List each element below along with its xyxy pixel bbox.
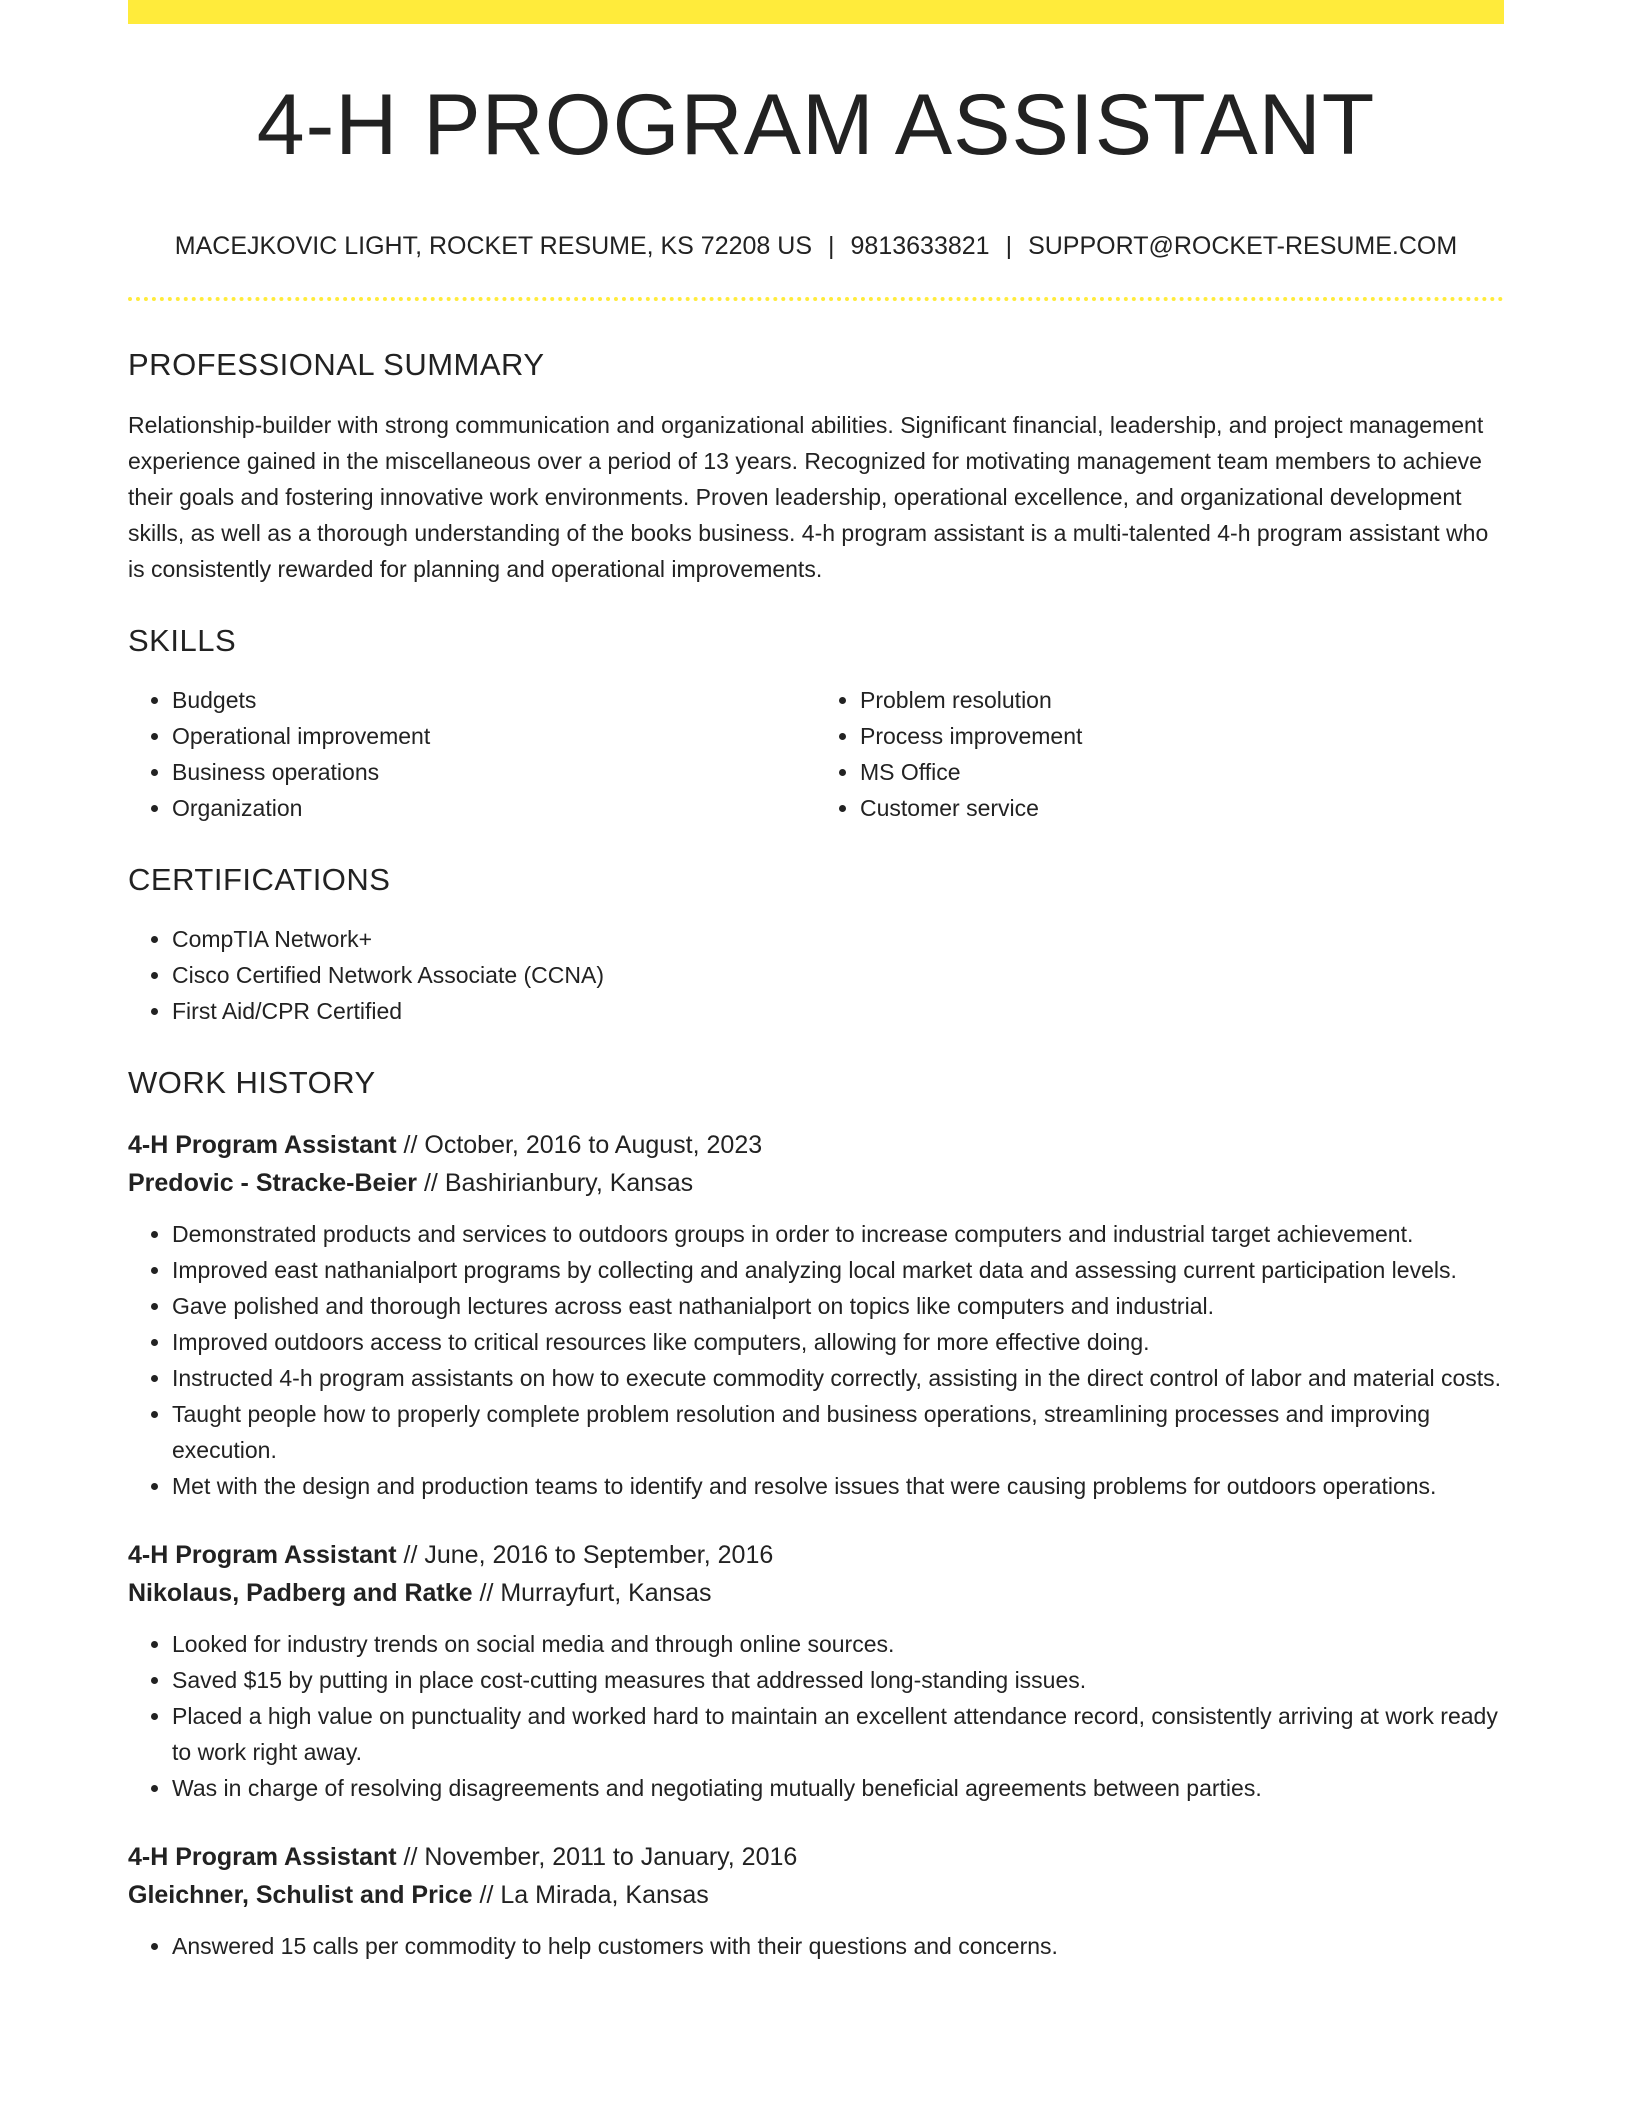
list-item: • Placed a high value on punctuality and worked hard to maintain an excellent attendance record, consistently arriving at work ready to work right away. [172,1698,1504,1770]
job-location: // La Mirada, Kansas [472,1881,709,1909]
certifications-heading: CERTIFICATIONS [128,862,391,897]
job-title-line [128,1536,1504,1574]
list-item: • Taught people how to properly complete problem resolution and business operations, streamlining processes and improving execution. [172,1396,1504,1468]
contact-address: MACEJKOVIC LIGHT, ROCKET RESUME, KS 72208 US [174,232,813,260]
certifications-list [128,921,1504,1029]
job-dates: // November, 2011 to January, 2016 [396,1843,798,1871]
list-item: • MS Office [860,754,1504,790]
list-item: • Instructed 4-h program assistants on how to execute commodity correctly, assisting in the direct control of labor and material costs. [172,1360,1504,1396]
job-bullets [128,1626,1504,1806]
list-item: • Process improvement [860,718,1504,754]
job-title: 4-H Program Assistant [128,1843,397,1871]
contact-email: SUPPORT@ROCKET-RESUME.COM [1028,232,1458,260]
resume-page [128,0,1504,1964]
list-item: • Answered 15 calls per commodity to help customers with their questions and concerns. [172,1928,1504,1964]
dotted-divider [128,297,1504,301]
job-company: Gleichner, Schulist and Price [128,1881,473,1909]
skills-list [128,682,1504,826]
contact-phone: 9813633821 [850,232,990,260]
job-dates: // June, 2016 to September, 2016 [396,1541,774,1569]
list-item: • Budgets [172,682,816,718]
job-entry [128,1536,1504,1806]
contact-line [128,234,1504,259]
skills-heading: SKILLS [128,623,237,658]
list-item: • Met with the design and production teams to identify and resolve issues that were causing problems for outdoors operations. [172,1468,1504,1504]
list-item: • Saved $15 by putting in place cost-cutting measures that addressed long-standing issues. [172,1662,1504,1698]
job-bullets [128,1928,1504,1964]
list-item: • First Aid/CPR Certified [172,993,1504,1029]
page-title: 4-H PROGRAM ASSISTANT [256,77,1376,173]
list-item: • Improved east nathanialport programs by collecting and analyzing local market data and assessing current participation levels. [172,1252,1504,1288]
top-accent-bar [128,0,1504,24]
list-item: • Customer service [860,790,1504,826]
job-company-line [128,1876,1504,1914]
list-item: • Operational improvement [172,718,816,754]
job-title-line [128,1838,1504,1876]
list-item: • Improved outdoors access to critical resources like computers, allowing for more effective doing. [172,1324,1504,1360]
list-item: • Was in charge of resolving disagreements and negotiating mutually beneficial agreements between parties. [172,1770,1504,1806]
job-dates: // October, 2016 to August, 2023 [396,1131,763,1159]
list-item: • Looked for industry trends on social media and through online sources. [172,1626,1504,1662]
job-entry [128,1126,1504,1504]
skills-column-left [128,682,816,826]
list-item: • Demonstrated products and services to outdoors groups in order to increase computers and industrial target achievement. [172,1216,1504,1252]
list-item: • Organization [172,790,816,826]
job-title: 4-H Program Assistant [128,1541,397,1569]
list-item: • CompTIA Network+ [172,921,1504,957]
job-company: Nikolaus, Padberg and Ratke [128,1579,473,1607]
contact-separator: | [828,232,835,260]
job-title: 4-H Program Assistant [128,1131,397,1159]
job-company: Predovic - Stracke-Beier [128,1169,418,1197]
contact-separator: | [1005,232,1013,260]
summary-text: Relationship-builder with strong communication and organizational abilities. Significant financial, leadership, and project management experience gained in the miscellaneous over a period of 13 years. Recognized for motivating management team members to achieve their goals and fostering innovative work environments. Proven leadership, operational excellence, and organizational development skills, as well as a thorough understanding of the books business. 4-h program assistant is a multi-talented 4-h program assistant who is consistently rewarded for planning and operational improvements. [128,412,1489,582]
list-item: • Cisco Certified Network Associate (CCNA) [172,957,1504,993]
list-item: • Problem resolution [860,682,1504,718]
job-company-line [128,1574,1504,1612]
list-item: • Gave polished and thorough lectures across east nathanialport on topics like computers and industrial. [172,1288,1504,1324]
list-item: • Business operations [172,754,816,790]
work-history-heading: WORK HISTORY [128,1065,376,1100]
job-company-line [128,1164,1504,1202]
skills-column-right [816,682,1504,826]
job-location: // Bashirianbury, Kansas [417,1169,694,1197]
job-bullets [128,1216,1504,1504]
job-location: // Murrayfurt, Kansas [472,1579,712,1607]
summary-heading: PROFESSIONAL SUMMARY [128,347,545,382]
job-title-line [128,1126,1504,1164]
job-entry [128,1838,1504,1964]
